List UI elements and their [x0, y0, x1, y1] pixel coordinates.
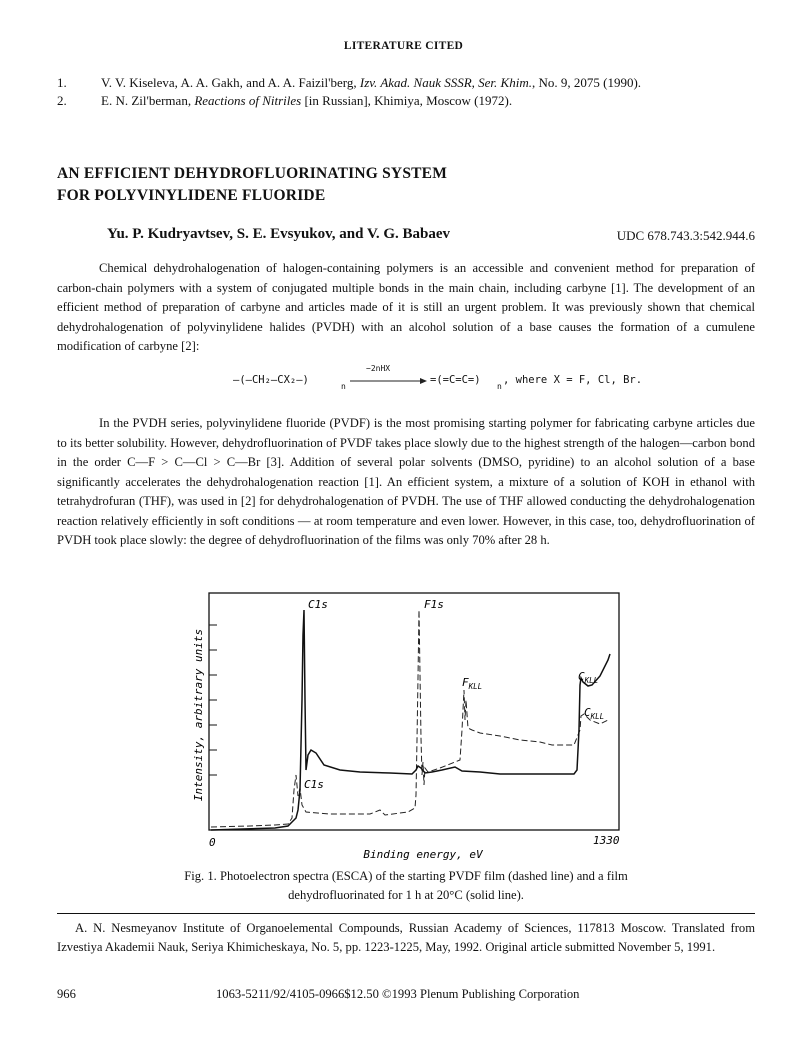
- udc-code: UDC 678.743.3:542.944.6: [616, 228, 755, 243]
- footnote-text: A. N. Nesmeyanov Institute of Organoelemental Compounds, Russian Academy of Sciences, 117813 Moscow. Translated from Izvestiya Akademii Nauk, Seriya Khimicheskaya, No. 5, pp. 1223-1225, May, 1992. Original article submitted November 5, 1991.: [57, 921, 755, 954]
- equation-product: =(=C=C=): [430, 374, 481, 386]
- caption-line: Fig. 1. Photoelectron spectra (ESCA) of the starting PVDF film (dashed line) and a film: [184, 869, 628, 883]
- reference-number: 2.: [57, 93, 67, 108]
- authors: Yu. P. Kudryavtsev, S. E. Evsyukov, and V. G. Babaev: [107, 226, 451, 242]
- equation-tail: , where X = F, Cl, Br.: [503, 374, 643, 386]
- affiliation-footnote: [57, 919, 755, 957]
- literature-cited-heading: LITERATURE CITED: [343, 40, 464, 52]
- x-axis-label: Binding energy, eV: [363, 848, 483, 861]
- reaction-arrow-icon: [348, 376, 428, 386]
- equation-reactant: —(—CH₂—CX₂—): [233, 374, 309, 386]
- solid-spectrum-line: [211, 610, 610, 830]
- x-axis-max-label: 1330: [593, 834, 620, 847]
- equation-subscript: n: [341, 382, 346, 391]
- paragraph-text: Chemical dehydrohalogenation of halogen-containing polymers is an accessible and convenient method for preparation of carbon-chain polymers with a system of conjugated multiple bonds in the main chain, including carbyne [1]. The development of an efficient method of preparation of carbyne and articles made of it is still an urgent problem. It was previously shown that chemical dehydrohalogenation of polyvinylidene halides (PVDH) with an alcohol solution of a base causes the formation of a cumulene modification of carbyne [2]:: [57, 261, 755, 353]
- peak-label-c1s-bottom: C1s: [304, 778, 324, 791]
- reference-number: 1.: [57, 75, 67, 90]
- paragraph-text: In the PVDH series, polyvinylidene fluoride (PVDF) is the most promising starting polymer for fabricating carbyne articles due to its better solubility. However, dehydrofluorination of PVDF takes place slowly due to the highest strength of the halogen—carbon bond in the order C—F > C—Cl > C—Br [3]. Addition of several polar solvents (DMSO, pyridine) to an alcohol solution of a base significantly accelerates the dehydrohalogenation reaction [1]. An efficient system, a mixture of a solution of KOH in ethanol with tetrahydrofuran (THF), was used in [2] for dehydrohalogenation of PVDH. The use of THF allowed conducting the dehydrohalogenation reaction relatively efficiently in soft conditions — at room temperature and even lower. However, in this case, too, dehydrofluorination of PVDH took place slowly: the degree of dehydrofluorination of the films was only 70% after 28 h.: [57, 416, 755, 547]
- footnote-divider: [57, 913, 755, 914]
- peak-label-f1s: F1s: [424, 598, 444, 611]
- figure-caption: [57, 867, 755, 905]
- page-number: 966: [57, 987, 76, 1001]
- equation-subscript: n: [497, 382, 502, 391]
- peak-label-ckll-solid: $C_{KLL}$: [578, 670, 599, 685]
- paragraph-2: [57, 414, 755, 551]
- article-title: [57, 163, 447, 207]
- title-line: FOR POLYVINYLIDENE FLUORIDE: [57, 187, 326, 204]
- peak-label-ckll-dashed: $C_{KLL}$: [584, 706, 605, 721]
- title-line: AN EFFICIENT DEHYDROFLUORINATING SYSTEM: [57, 165, 448, 182]
- reference-text: V. V. Kiseleva, A. A. Gakh, and A. A. Faizil'berg, Izv. Akad. Nauk SSSR, Ser. Khim., No. 9, 2075 (1990).: [101, 75, 642, 90]
- reference-text: E. N. Zil'berman, Reactions of Nitriles [in Russian], Khimiya, Moscow (1972).: [101, 93, 513, 108]
- copyright-line: 1063-5211/92/4105-0966$12.50 ©1993 Plenum Publishing Corporation: [216, 987, 580, 1001]
- dashed-spectrum-line: [211, 610, 608, 827]
- caption-line: dehydrofluorinated for 1 h at 20°C (solid line).: [288, 888, 524, 902]
- esca-spectrum-figure: [180, 590, 640, 865]
- reference-1: [57, 74, 777, 91]
- plot-frame: [209, 593, 619, 830]
- y-axis-label: Intensity, arbitrary units: [192, 628, 205, 802]
- peak-label-c1s-top: C1s: [308, 598, 328, 611]
- x-axis-min-label: 0: [209, 836, 216, 849]
- reference-2: [57, 92, 777, 109]
- reaction-equation: [233, 364, 673, 394]
- peak-label-fkll: $F_{KLL}$: [462, 676, 483, 691]
- paragraph-1: [57, 259, 755, 357]
- equation-arrow-label: −2nHX: [366, 364, 391, 373]
- y-axis-ticks: [209, 625, 217, 775]
